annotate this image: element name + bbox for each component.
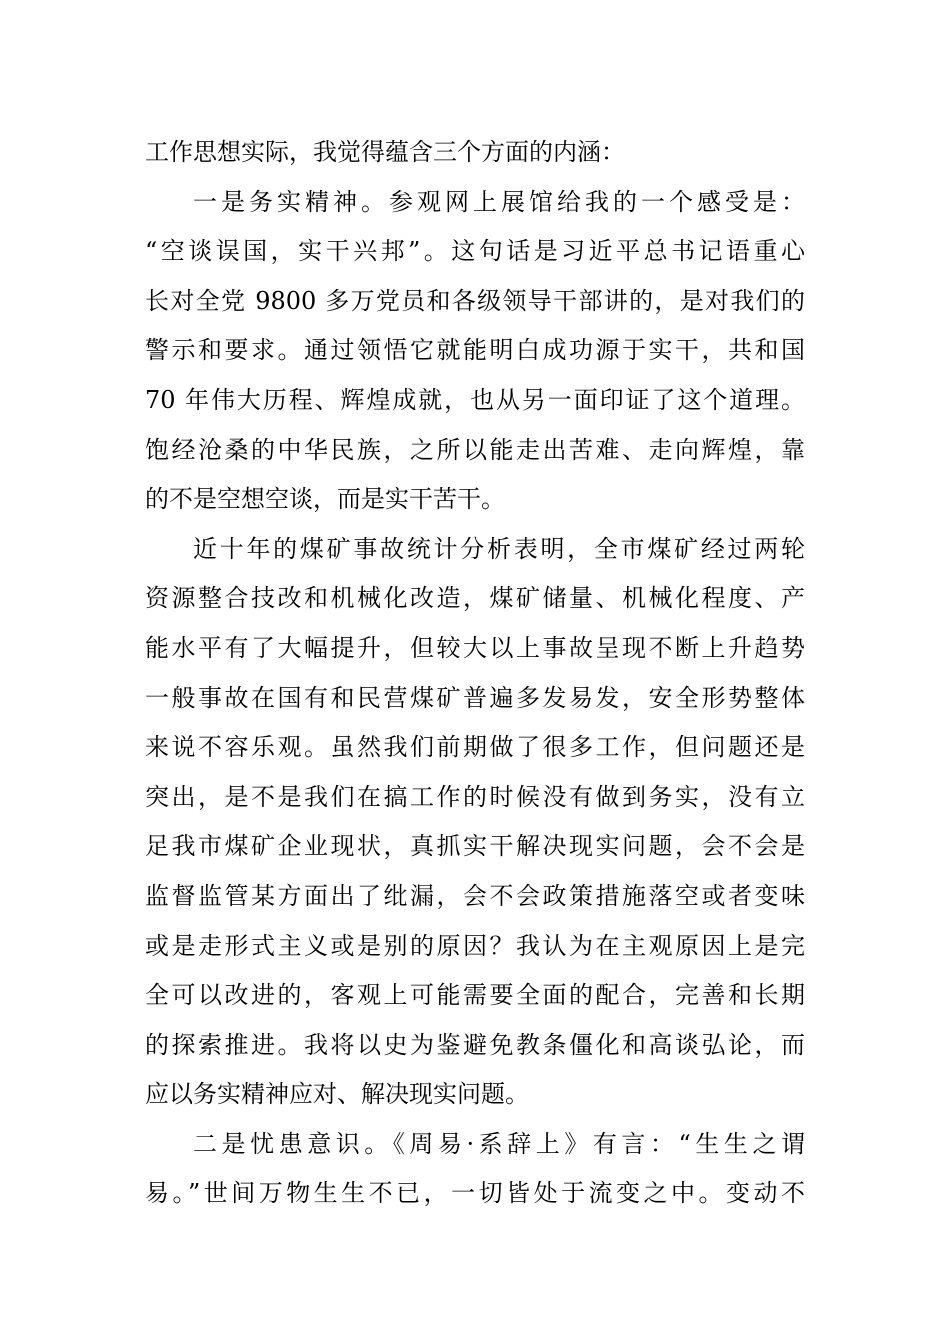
text-line: 应以务实精神应对、解决现实问题。 [145, 1080, 529, 1109]
paragraph-coal-mine-analysis [145, 525, 805, 1120]
paragraph-practical-spirit [145, 178, 805, 525]
text-line: 警示和要求。通过领悟它就能明白成功源于实干，共和国 [145, 336, 805, 365]
text-line: 易。”世间万物生生不已，一切皆处于流变之中。变动不 [145, 1179, 805, 1208]
text-line: 资源整合技改和机械化改造，煤矿储量、机械化程度、产 [145, 584, 805, 613]
text-line: 长对全党 9800 多万党员和各级领导干部讲的，是对我们的 [145, 286, 805, 315]
text-line: 能水平有了大幅提升，但较大以上事故呈现不断上升趋势 [145, 633, 805, 662]
text-line: 近十年的煤矿事故统计分析表明，全市煤矿经过两轮 [193, 534, 805, 563]
text-line: “空谈误国，实干兴邦”。这句话是习近平总书记语重心 [145, 237, 805, 266]
text-line: 全可以改进的，客观上可能需要全面的配合，完善和长期 [145, 981, 805, 1010]
paragraph-sense-of-crisis [145, 1120, 805, 1219]
text-line: 一是务实精神。参观网上展馆给我的一个感受是： [193, 187, 805, 216]
text-line: 或是走形式主义或是别的原因？我认为在主观原因上是完 [145, 931, 805, 960]
paragraph-intro-tail [145, 128, 805, 178]
text-line: 足我市煤矿企业现状，真抓实干解决现实问题，会不会是 [145, 832, 805, 861]
text-line: 工作思想实际，我觉得蕴含三个方面的内涵： [145, 138, 625, 166]
text-line: 饱经沧桑的中华民族，之所以能走出苦难、走向辉煌，靠 [145, 435, 805, 464]
text-line: 来说不容乐观。虽然我们前期做了很多工作，但问题还是 [145, 733, 805, 762]
text-line: 监督监管某方面出了纰漏，会不会政策措施落空或者变味 [145, 881, 805, 910]
text-line: 突出，是不是我们在搞工作的时候没有做到务实，没有立 [145, 782, 805, 811]
text-line: 的不是空想空谈，而是实干苦干。 [145, 485, 505, 514]
document-body [145, 128, 805, 1219]
text-line: 的探索推进。我将以史为鉴避免教条僵化和高谈弘论，而 [145, 1030, 805, 1059]
text-line: 70 年伟大历程、辉煌成就，也从另一面印证了这个道理。 [145, 385, 805, 414]
text-line: 一般事故在国有和民营煤矿普遍多发易发，安全形势整体 [145, 683, 805, 712]
text-line: 二是忧患意识。《周易·系辞上》有言：“生生之谓 [193, 1129, 805, 1158]
